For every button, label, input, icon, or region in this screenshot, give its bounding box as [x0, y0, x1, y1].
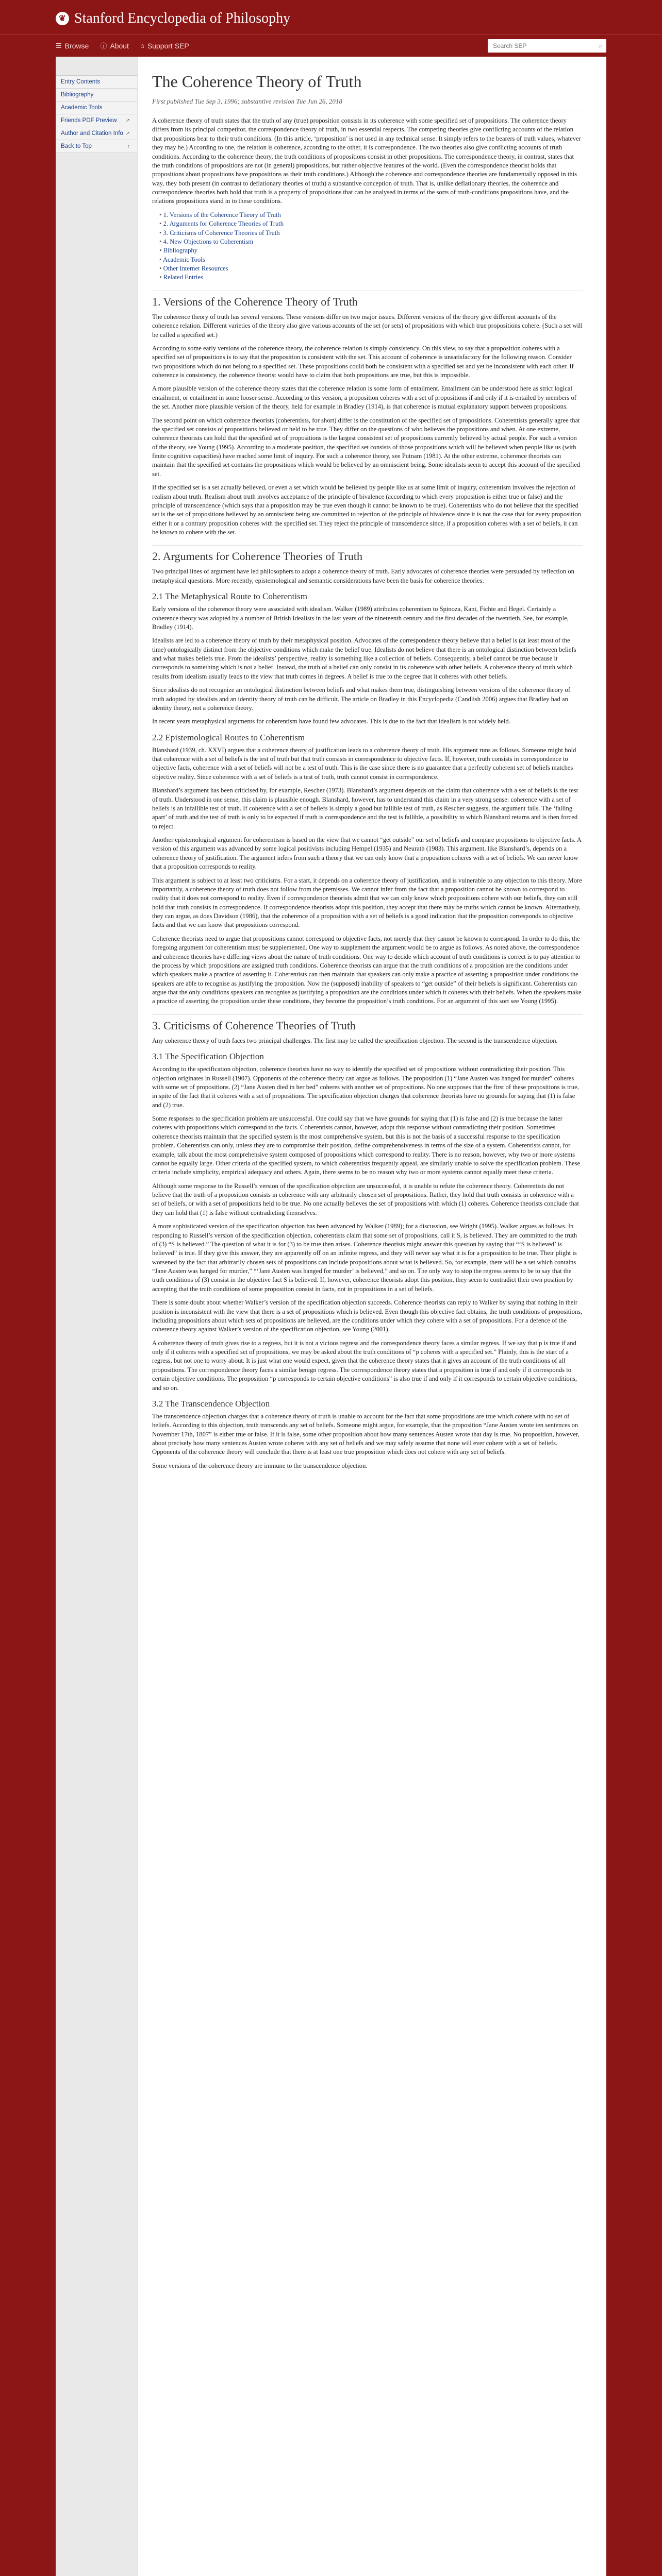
section-heading: 2. Arguments for Coherence Theories of Truth [152, 545, 583, 563]
body-paragraph: The coherence theory of truth has several versions. These versions differ on two major issues. Different versions of the theory give different accounts of the coherence relation. Different varieties of the theory also give various accounts of the set (or sets) of propositions with which true propositions cohere. (Such a set will be called a specified set.) [152, 313, 583, 338]
subsection-heading: 2.1 The Metaphysical Route to Coherentism [152, 591, 307, 602]
body-paragraph: Although some response to the Russell’s version of the specification objection are unsuccessful, it is unable to refute the coherence theory. Coherentists do not believe that the truth of a proposition consists in coherence with any arbitrarily chosen set of propositions. Rather, they hold that truth consists in coherence with a set of beliefs, or with a set of propositions held to be true. No one actually believes the set of propositions with which (1) coheres. Coherence theorists conclude that they can hold that (1) is false without contradicting themselves. [152, 1182, 579, 1216]
body-paragraph: Early versions of the coherence theory were associated with idealism. Walker (1989) attributes coherentism to Spinoza, Kant, Fichte and Hegel. Certainly a coherence theory was adopted by a number of British Idealists in the last years of the nineteenth century and the first decades of the twentieth. See, for example, Bradley (1914). [152, 605, 569, 631]
toc-item[interactable]: • Other Internet Resources [159, 264, 583, 273]
table-of-contents [159, 211, 583, 282]
body-paragraph: Blanshard’s argument has been criticised by, for example, Rescher (1973). Blanshard’s argument depends on the claim that coherence with a set of beliefs is the test of truth. Understood in one sense, this claim is plausible enough. Blanshard, however, has to understand this claim in a very strong sense: coherence with a set of beliefs is an infallible test of truth. If coherence with a set of beliefs is simply a good but fallible test of truth, as Rescher suggests, the argument fails. The ‘falling apart’ of truth and the test of truth is only to be expected if truth is correspondence and the test is fallible, a possibility to which Blanshard returns and is then forced to reject. [152, 787, 578, 830]
toc-item[interactable]: • 4. New Objections to Coherentism [159, 238, 583, 246]
entry-sidebar [56, 57, 137, 153]
page-title: The Coherence Theory of Truth [152, 72, 362, 91]
article [137, 57, 606, 2576]
nav-browse[interactable] [56, 41, 89, 50]
nav-about[interactable] [100, 41, 129, 50]
body-paragraph: According to the specification objection, coherence theorists have no way to identify the specified set of propositions without contradicting their position. This objection originates in Russell (1907). Opponents of the coherence theory can argue as follows. The proposition (1) “Jane Austen was hanged for murder” coheres with some set of propositions. (2) “Jane Austen died in her bed” coheres with another set of propositions. No one supposes that the first of these propositions is true, in spite of the fact that it coheres with a set of propositions. The specification objection charges that coherence theorists have no grounds for saying that (1) is false and (2) true. [152, 1065, 579, 1109]
body-paragraph: There is some doubt about whether Walker’s version of the specification objection succeeds. Coherence theorists can reply to Walker by saying that nothing in their position is inconsistent with the view that there is a set of propositions which is believed. Even though this objective fact obtains, the truth conditions of propositions, including propositions about which sets of propositions are believed, are the conditions under which they cohere with a set of propositions. For a defence of the coherence theory against Walker’s version of the specification objection, see Young (2001). [152, 1299, 583, 1333]
body-paragraph: Blanshard (1939, ch. XXVI) argues that a coherence theory of justification leads to a coherence theory of truth. His argument runs as follows. Someone might hold that coherence with a set of beliefs is the test of truth but that truth consists in correspondence to objective facts. If, however, truth consists in correspondence to objective facts, coherence with a set of beliefs will not be a test of truth. This is the case since there is no guarantee that a perfectly coherent set of beliefs matches objective reality. Since coherence with a set of beliefs is a test of truth, truth cannot consist in correspondence. [152, 746, 576, 781]
search-input[interactable] [492, 42, 599, 50]
section-heading: 1. Versions of the Coherence Theory of Truth [152, 291, 583, 309]
body-paragraph: A more sophisticated version of the specification objection has been advanced by Walker (1989); for a discussion, see Wright (1995). Walker argues as follows. In responding to Russell’s version of the specification objection, coherentists claim that some set of propositions, call it S, is believed. They are committed to the truth of (3) “S is believed.” The question of what it is for (3) to be true then arises. Coherence theorists might answer this question by saying that “‘S is believed’ is believed” is true. If they give this answer, they are apparently off on an infinite regress, and they will never say what it is for a proposition to be true. Their plight is worsened by the fact that arbitrarily chosen sets of propositions can include propositions about what is believed. So, for example, there will be a set which contains “Jane Austen was hanged for murder,” “‘Jane Austen was hanged for murder’ is believed,” and so on. The only way to stop the regress seems to be to say that the truth conditions of (3) consist in the objective fact S is believed. If, however, coherence theorists adopt this position, they seem to contradict their own position by accepting that the truth conditions of some proposition consist in facts, not in propositions in a set of beliefs. [152, 1223, 577, 1293]
nav-support-label: Support SEP [147, 41, 189, 50]
sidebar-item-entry-contents[interactable]: Entry Contents [56, 76, 137, 89]
toc-item[interactable]: • 3. Criticisms of Coherence Theories of Truth [159, 229, 583, 238]
info-icon: ⓘ [100, 42, 107, 50]
subsection-heading: 3.2 The Transcendence Objection [152, 1398, 270, 1409]
site-header [0, 0, 662, 34]
toc-item[interactable]: • Academic Tools [159, 256, 583, 264]
body-paragraph: Coherence theorists need to argue that propositions cannot correspond to objective facts, not merely that they cannot be known to correspond. In order to do this, the foregoing argument for coherentism must be supplemented. One way to supplement the argument would be to argue as follows. As noted above, the correspondence and coherence theories have differing views about the nature of truth conditions. One way to decide which account of truth conditions is correct is to pay attention to the process by which propositions are assigned truth conditions. Coherence theorists can argue that the truth conditions of a proposition are the conditions under which speakers make a practice of asserting it. Coherentists can then maintain that speakers can only make a practice of asserting a proposition under conditions the speakers are able to recognise as justifying the proposition. Now the (supposed) inability of speakers to “get outside” of their beliefs is significant. Coherentists can argue that the only conditions speakers can recognise as justifying a proposition are the conditions under which it coheres with their beliefs. When the speakers make a practice of asserting the proposition under these conditions, they become the proposition’s truth conditions. For an argument of this sort see Young (1995). [152, 935, 582, 1005]
body-paragraph: Another epistemological argument for coherentism is based on the view that we cannot “get outside” our set of beliefs and compare propositions to objective facts. A version of this argument was advanced by some logical positivists including Hempel (1935) and Neurath (1983). This argument, like Blanshard’s, depends on a coherence theory of justification. The argument infers from such a theory that we can only know that a proposition coheres with a set of beliefs. We can never know that a proposition corresponds to reality. [152, 836, 582, 871]
body-paragraph: Since idealists do not recognize an ontological distinction between beliefs and what makes them true, distinguishing between versions of the coherence theory of truth adopted by idealists and an identity theory of truth can be difficult. The article on Bradley in this Encyclopedia (Candlish 2006) argues that Bradley had an identity theory, not a coherence theory. [152, 686, 571, 711]
body-paragraph: The transcendence objection charges that a coherence theory of truth is unable to account for the fact that some propositions are true which cohere with no set of beliefs. According to this objection, truth transcends any set of beliefs. Someone might argue, for example, that the proposition “Jane Austen wrote ten sentences on November 17th, 1807” is either true or false. If it is false, some other proposition about how many sentences Austen wrote that day is true. No proposition, however, about precisely how many sentences Austen wrote coheres with any set of beliefs and we may safely assume that none will ever cohere with a set of beliefs. Opponents of the coherence theory will conclude that there is at least one true proposition which does not cohere with any set of beliefs. [152, 1412, 580, 1456]
subsection-heading: 3.1 The Specification Objection [152, 1052, 264, 1062]
external-link-icon: ↗ [125, 130, 130, 137]
bank-icon: ⌂ [140, 42, 144, 49]
site-logo[interactable] [56, 10, 290, 27]
list-icon: ☰ [56, 41, 62, 49]
sep-seal-icon: ❦ [56, 12, 69, 25]
sidebar-item-academic-tools[interactable]: Academic Tools [56, 101, 137, 114]
intro-paragraph: A coherence theory of truth states that the truth of any (true) proposition consists in its coherence with some specified set of propositions. The coherence theory differs from its principal competitor, the correspondence theory of truth, in two essential respects. The competing theories give conflicting accounts of the relation that propositions bear to their truth conditions. (In this article, ‘proposition’ is not used in any technical sense. It simply refers to the bearers of truth values, whatever they may be.) According to one, the relation is coherence, according to the other, it is correspondence. The two theories also give conflicting accounts of truth conditions. According to the coherence theory, the truth conditions of propositions consist in other propositions. The correspondence theory, in contrast, states that the truth conditions of propositions are not (in general) propositions, but rather objective features of the world. (Even the correspondence theorist holds that propositions about propositions have propositions as their truth conditions.) Although the coherence and correspondence theories are fundamentally opposed in this way, they both present (in contrast to deflationary theories of truth) a substantive conception of truth. That is, unlike deflationary theories, the coherence and correspondence theories both hold that truth is a property of propositions that can be analysed in terms of the sorts of truth-conditions propositions have, and the relations propositions stand in to these conditions. [152, 117, 581, 205]
body-paragraph: A coherence theory of truth gives rise to a regress, but it is not a vicious regress and the correspondence theory faces a similar regress. If we say that p is true if and only if it coheres with a specified set of propositions, we may be asked about the truth conditions of “p coheres with a specified set.” Plainly, this is the start of a regress, but not one to worry about. It is just what one would expect, given that the coherence theory states that it gives an account of the truth conditions of all propositions. The correspondence theory faces a similar benign regress. The correspondence theory states that a proposition is true if and only if it corresponds to certain objective conditions. The proposition “p corresponds to certain objective conditions” is also true if and only if it corresponds to certain objective conditions, and so on. [152, 1339, 577, 1392]
top-navbar [0, 34, 662, 57]
nav-about-label: About [110, 41, 129, 50]
body-paragraph: According to some early versions of the coherence theory, the coherence relation is simply consistency. On this view, to say that a proposition coheres with a specified set of propositions is to say that the proposition is consistent with the set. This account of coherence is unsatisfactory for the following reason. Consider two propositions which do not belong to a specified set. These propositions could both be consistent with a specified set and yet be inconsistent with each other. If coherence is consistency, the coherence theorist would have to claim that both propositions are true, but this is impossible. [152, 344, 574, 379]
body-paragraph: The second point on which coherence theorists (coherentists, for short) differ is the constitution of the specified set of propositions. Coherentists generally agree that the specified set consists of propositions believed or held to be true. They differ on the questions of who believes the propositions and when. At one extreme, coherence theorists can hold that the specified set of propositions is the largest consistent set of propositions currently believed by actual people. For such a version of the theory, see Young (1995). According to a moderate position, the specified set consists of those propositions which will be believed when people like us (with finite cognitive capacities) have reached some limit of inquiry. For such a coherence theory, see Putnam (1981). At the other extreme, coherence theorists can maintain that the specified set contains the propositions which would be believed by an omniscient being. Some idealists seem to accept this account of the specified set. [152, 416, 581, 478]
external-link-icon: ↗ [125, 117, 130, 124]
sidebar-item-pdf-preview[interactable]: Friends PDF Preview ↗ [56, 114, 137, 127]
toc-item[interactable]: • Related Entries [159, 273, 583, 282]
sidebar-item-back-to-top[interactable]: Back to Top ↑ [56, 140, 137, 153]
sidebar-item-bibliography[interactable]: Bibliography [56, 89, 137, 101]
arrow-up-icon: ↑ [127, 143, 130, 149]
nav-support[interactable] [140, 41, 189, 50]
body-paragraph: Any coherence theory of truth faces two principal challenges. The first may be called the specification objection. The second is the transcendence objection. [152, 1037, 558, 1044]
nav-browse-label: Browse [64, 41, 89, 50]
publication-info: First published Tue Sep 3, 1996; substantive revision Tue Jun 26, 2018 [152, 97, 583, 111]
content-wrapper [56, 57, 606, 2576]
body-paragraph: Some responses to the specification problem are unsuccessful. One could say that we have grounds for saying that (1) is false and (2) is true because the latter coheres with propositions which correspond to the facts. Coherentists cannot, however, adopt this response without contradicting their position. Sometimes coherence theorists maintain that the specified system is the most comprehensive system, but this is not the basis of a successful response to the specification problem. Coherentists can only, unless they are to compromise their position, define comprehensiveness in terms of the size of a system. Coherentists cannot, for example, talk about the most comprehensive system composed of propositions which correspond to reality. There is no reason, however, why two or more systems cannot be equally large. Other criteria of the specified system, to which coherentists frequently appeal, are similarly unable to solve the specification problem. These criteria include simplicity, empirical adequacy and others. Again, there seems to be no reason why two or more systems cannot equally meet these criteria. [152, 1115, 581, 1176]
search-box [488, 39, 606, 53]
body-paragraph: In recent years metaphysical arguments for coherentism have found few advocates. This is due to the fact that idealism is not widely held. [152, 718, 510, 725]
body-paragraph: Some versions of the coherence theory are immune to the transcendence objection. [152, 1462, 368, 1469]
body-paragraph: If the specified set is a set actually believed, or even a set which would be believed by people like us at some limit of inquiry, coherentism involves the rejection of realism about truth. Realism about truth involves acceptance of the principle of bivalence (according to which every proposition is either true or false) and the principle of transcendence (which says that a proposition may be true even though it cannot be known to be true). Coherentists who do not believe that the specified set is the set of propositions believed by an omniscient being are committed to rejection of the principle of bivalence since it is not the case that for every proposition either it or a contrary proposition coheres with the specified set. They reject the principle of transcendence since, if a proposition coheres with a set of beliefs, it can be known to cohere with the set. [152, 484, 582, 536]
body-paragraph: Two principal lines of argument have led philosophers to adopt a coherence theory of truth. Early advocates of coherence theories were persuaded by reflection on metaphysical questions. More recently, epistemological and semantic considerations have been the basis for coherence theories. [152, 568, 574, 584]
site-title[interactable]: Stanford Encyclopedia of Philosophy [74, 10, 291, 26]
subsection-heading: 2.2 Epistemological Routes to Coherentism [152, 732, 305, 742]
toc-item[interactable]: • 1. Versions of the Coherence Theory of Truth [159, 211, 583, 219]
body-paragraph: This argument is subject to at least two criticisms. For a start, it depends on a coherence theory of justification, and is vulnerable to any objection to this theory. More importantly, a coherence theory of truth does not follow from the premisses. We cannot infer from the fact that a proposition cannot be known to correspond to reality that it does not correspond to reality. Even if correspondence theorists admit that we can only know which propositions cohere with our beliefs, they can still hold that truth consists in correspondence. If correspondence theorists adopt this position, they accept that there may be truths which cannot be known. Alternatively, they can argue, as does Davidson (1986), that the coherence of a proposition with a set of beliefs is a good indication that the proposition corresponds to objective facts and that we can know that propositions correspond. [152, 876, 582, 929]
section-heading: 3. Criticisms of Coherence Theories of Truth [152, 1014, 583, 1032]
body-paragraph: Idealists are led to a coherence theory of truth by their metaphysical position. Advocates of the correspondence theory believe that a belief is (at least most of the time) ontologically distinct from the objective conditions which make the belief true. Idealists do not believe that there is an ontological distinction between beliefs and what makes beliefs true. From the idealists’ perspective, reality is something like a collection of beliefs. Consequently, a belief cannot be true because it corresponds to something which is not a belief. Instead, the truth of a belief can only consist in its coherence with other beliefs. A coherence theory of truth which results from idealism usually leads to the view that truth comes in degrees. A belief is true to the degree that it coheres with other beliefs. [152, 637, 576, 680]
entry-menu [56, 75, 137, 153]
search-icon[interactable]: ⌕ [599, 42, 602, 49]
toc-item[interactable]: • Bibliography [159, 246, 583, 255]
sidebar-item-citation-info[interactable]: Author and Citation Info ↗ [56, 127, 137, 140]
body-paragraph: A more plausible version of the coherence theory states that the coherence relation is some form of entailment. Entailment can be understood here as strict logical entailment, or entailment in some looser sense. According to this version, a proposition coheres with a set of propositions if and only if it is entailed by members of the set. Another more plausible version of the theory, held for example in Bradley (1914), is that coherence is mutual explanatory support between propositions. [152, 385, 576, 411]
toc-item[interactable]: • 2. Arguments for Coherence Theories of Truth [159, 219, 583, 228]
